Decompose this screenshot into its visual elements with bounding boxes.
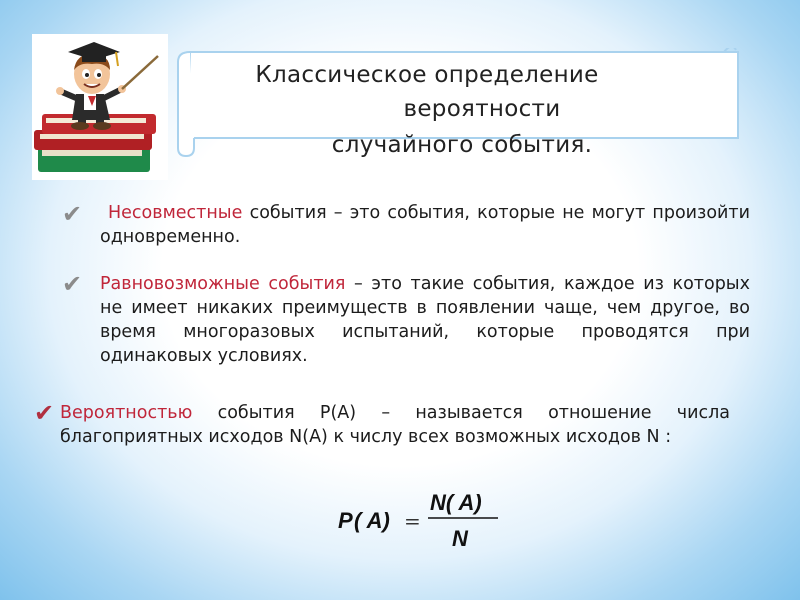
checkmark-icon: ✔: [62, 200, 83, 228]
checkmark-icon: ✔: [62, 270, 83, 298]
formula-equals: =: [404, 509, 421, 533]
definition-text: – это такие события, каждое из которых не имеет никаких преимуществ в появлении чаще, чем другое, во время многоразовых испытаний, которые проводятся при одинаковых условиях.: [100, 274, 750, 366]
term-equiprobable: Равновозможные события: [100, 274, 346, 294]
title-line-3: случайного события.: [331, 132, 593, 158]
professor-on-books-icon: [32, 34, 168, 180]
page-title: [182, 58, 742, 162]
formula-denominator: N: [452, 526, 468, 551]
definition-text: события – это события, которые не могут произойти одновременно.: [100, 203, 750, 247]
probability-formula: [336, 490, 506, 550]
definition-incompatible-events: [100, 201, 750, 249]
definition-text: события Р(А) – называется отношение числа благоприятных исходов N(A) к числу всех возможных исходов N :: [60, 403, 730, 447]
definition-probability: [60, 401, 730, 449]
term-probability: Вероятностью: [60, 403, 193, 423]
term-incompatible: Несовместные: [108, 203, 243, 223]
title-line-2: вероятности: [403, 96, 561, 122]
definition-equiprobable-events: [100, 272, 750, 368]
checkmark-icon: ✔: [34, 399, 55, 427]
formula-lhs-arg: ( A): [354, 508, 390, 533]
formula-lhs-p: P: [338, 508, 353, 533]
title-line-1: Классическое определение: [255, 62, 599, 88]
formula-numerator: N( A): [430, 490, 482, 515]
